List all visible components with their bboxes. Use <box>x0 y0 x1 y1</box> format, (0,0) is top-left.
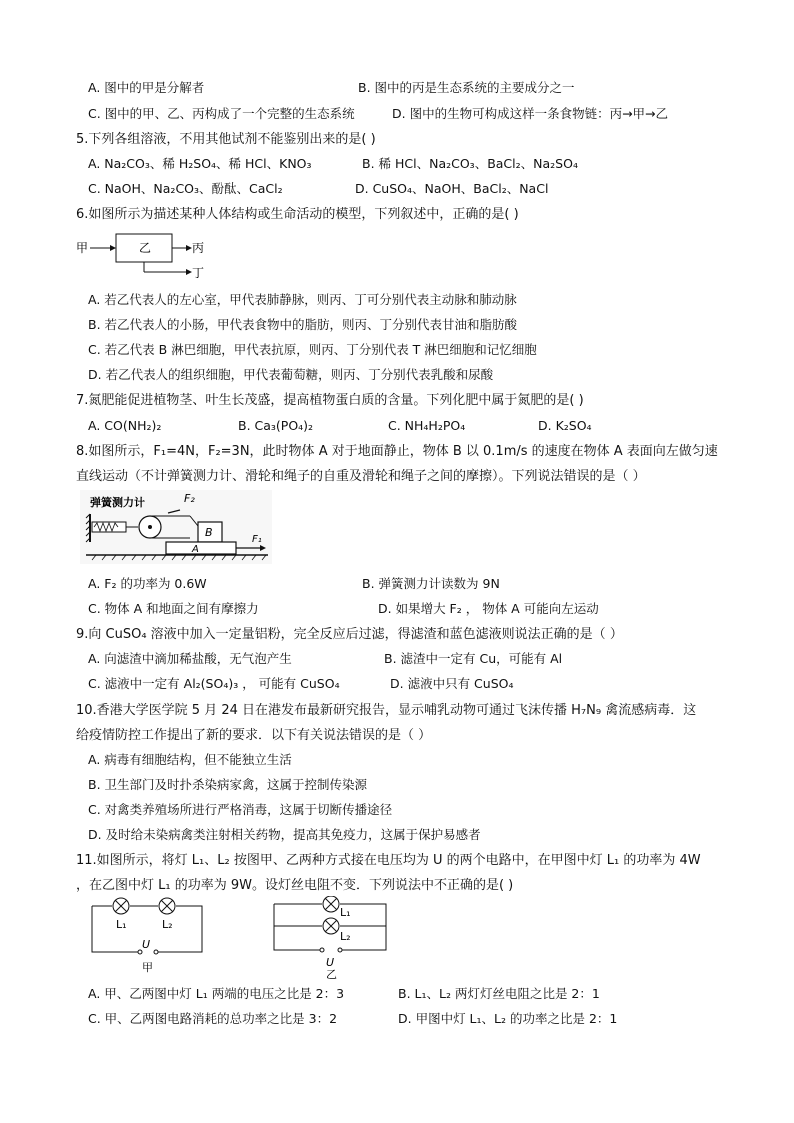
q11-yi-u: U <box>326 956 335 969</box>
q9-option-a: A. 向滤渣中滴加稀盐酸，无气泡产生 <box>88 651 292 666</box>
q10-option-c: C. 对禽类养殖场所进行严格消毒，这属于切断传播途径 <box>88 802 393 817</box>
q8-stem-line1: 8.如图所示，F₁=4N，F₂=3N，此时物体 A 对于地面静止，物体 B 以 0.1m/s 的速度在物体 A 表面向左做匀速 <box>76 444 718 459</box>
q10-option-a: A. 病毒有细胞结构，但不能独立生活 <box>88 752 292 767</box>
q11-option-d: D. 甲图中灯 L₁、L₂ 的功率之比是 2：1 <box>398 1011 618 1026</box>
q5-option-c: C. NaOH、Na₂CO₃、酚酞、CaCl₂ <box>88 181 283 196</box>
q11-jia-caption: 甲 <box>142 961 153 974</box>
q11-yi-caption: 乙 <box>326 968 337 980</box>
q10-stem-line2: 给疫情防控工作提出了新的要求．以下有关说法错误的是（ ） <box>76 728 432 743</box>
q6-stem: 6.如图所示为描述某种人体结构或生命活动的模型，下列叙述中，正确的是( ) <box>76 207 519 222</box>
q4-option-a: A. 图中的甲是分解者 <box>88 80 205 95</box>
q8-option-a: A. F₂ 的功率为 0.6W <box>88 576 207 591</box>
q4-option-c: C. 图中的甲、乙、丙构成了一个完整的生态系统 <box>88 106 355 121</box>
q8-option-d: D. 如果增大 F₂ ， 物体 A 可能向左运动 <box>378 601 599 616</box>
q11-circuit-yi <box>270 896 394 980</box>
q4-option-b: B. 图中的丙是生态系统的主要成分之一 <box>358 80 575 95</box>
q4-option-d: D. 图中的生物可构成这样一条食物链：丙→甲→乙 <box>392 106 669 121</box>
q5-option-d: D. CuSO₄、NaOH、BaCl₂、NaCl <box>355 181 549 196</box>
q11-jia-l2-label: L₂ <box>162 918 173 931</box>
q11-jia-l1-label: L₁ <box>116 918 127 931</box>
q5-stem: 5.下列各组溶液，不用其他试剂不能鉴别出来的是( ) <box>76 132 376 147</box>
q11-stem-line1: 11.如图所示，将灯 L₁、L₂ 按图甲、乙两种方式接在电压均为 U 的两个电路中，在甲图中灯 L₁ 的功率为 4W <box>76 853 701 868</box>
q11-option-c: C. 甲、乙两图电路消耗的总功率之比是 3：2 <box>88 1011 338 1026</box>
q7-option-c: C. NH₄H₂PO₄ <box>388 418 466 433</box>
q8-fig-f1: F₁ <box>252 534 262 545</box>
q10-option-b: B. 卫生部门及时扑杀染病家禽，这属于控制传染源 <box>88 777 368 792</box>
q8-option-b: B. 弹簧测力计读数为 9N <box>362 576 500 591</box>
q11-yi-l2-label: L₂ <box>340 930 351 943</box>
q6-option-b: B. 若乙代表人的小肠，甲代表食物中的脂肪，则丙、丁分别代表甘油和脂肪酸 <box>88 317 518 332</box>
q11-yi-l1-label: L₁ <box>340 906 351 919</box>
q6-option-d: D. 若乙代表人的组织细胞，甲代表葡萄糖，则丙、丁分别代表乳酸和尿酸 <box>88 367 494 382</box>
q7-option-b: B. Ca₃(PO₄)₂ <box>238 418 314 433</box>
q7-stem: 7.氮肥能促进植物茎、叶生长茂盛，提高植物蛋白质的含量。下列化肥中属于氮肥的是( ) <box>76 393 584 408</box>
q11-jia-u: U <box>142 938 151 951</box>
q5-option-b: B. 稀 HCl、Na₂CO₃、BaCl₂、Na₂SO₄ <box>362 156 578 171</box>
q6-fig-ding: 丁 <box>192 266 205 280</box>
q6-fig-jia: 甲 <box>76 241 89 255</box>
q9-stem: 9.向 CuSO₄ 溶液中加入一定量铝粉，完全反应后过滤，得滤渣和蓝色滤液则说法正确的是（ ） <box>76 627 623 642</box>
q11-option-a: A. 甲、乙两图中灯 L₁ 两端的电压之比是 2：3 <box>88 986 345 1001</box>
q8-fig-b: B <box>205 526 213 539</box>
q9-option-c: C. 滤液中一定有 Al₂(SO₄)₃ ， 可能有 CuSO₄ <box>88 676 340 691</box>
q11-option-b: B. L₁、L₂ 两灯灯丝电阻之比是 2：1 <box>398 986 600 1001</box>
q6-fig-yi: 乙 <box>139 241 152 255</box>
q8-stem-line2: 直线运动（不计弹簧测力计、滑轮和绳子的自重及滑轮和绳子之间的摩擦）。下列说法错误的是（ ） <box>76 469 646 484</box>
q11-circuit-jia <box>88 896 208 976</box>
q8-pulley-diagram <box>80 490 272 564</box>
q7-option-d: D. K₂SO₄ <box>538 418 592 433</box>
q10-option-d: D. 及时给未染病禽类注射相关药物，提高其免疫力，这属于保护易感者 <box>88 827 481 842</box>
q9-option-d: D. 滤液中只有 CuSO₄ <box>390 676 514 691</box>
q11-stem-line2: ，在乙图中灯 L₁ 的功率为 9W。设灯丝电阻不变．下列说法中不正确的是( ) <box>76 878 514 893</box>
q8-option-c: C. 物体 A 和地面之间有摩擦力 <box>88 601 259 616</box>
q6-option-c: C. 若乙代表 B 淋巴细胞，甲代表抗原，则丙、丁分别代表 T 淋巴细胞和记忆细胞 <box>88 342 537 357</box>
q9-option-b: B. 滤渣中一定有 Cu，可能有 Al <box>384 651 563 666</box>
q8-fig-a: A <box>192 544 199 555</box>
q5-option-a: A. Na₂CO₃、稀 H₂SO₄、稀 HCl、KNO₃ <box>88 156 312 171</box>
q10-stem-line1: 10.香港大学医学院 5 月 24 日在港发布最新研究报告，显示哺乳动物可通过飞沫传播 H₇N₉ 禽流感病毒．这 <box>76 703 697 718</box>
q7-option-a: A. CO(NH₂)₂ <box>88 418 162 433</box>
q6-flow-diagram <box>76 228 216 282</box>
q6-option-a: A. 若乙代表人的左心室，甲代表肺静脉，则丙、丁可分别代表主动脉和肺动脉 <box>88 292 517 307</box>
q8-fig-label: 弹簧测力计 <box>90 496 145 509</box>
q8-fig-f2: F₂ <box>184 492 195 505</box>
q6-fig-bing: 丙 <box>192 241 205 255</box>
